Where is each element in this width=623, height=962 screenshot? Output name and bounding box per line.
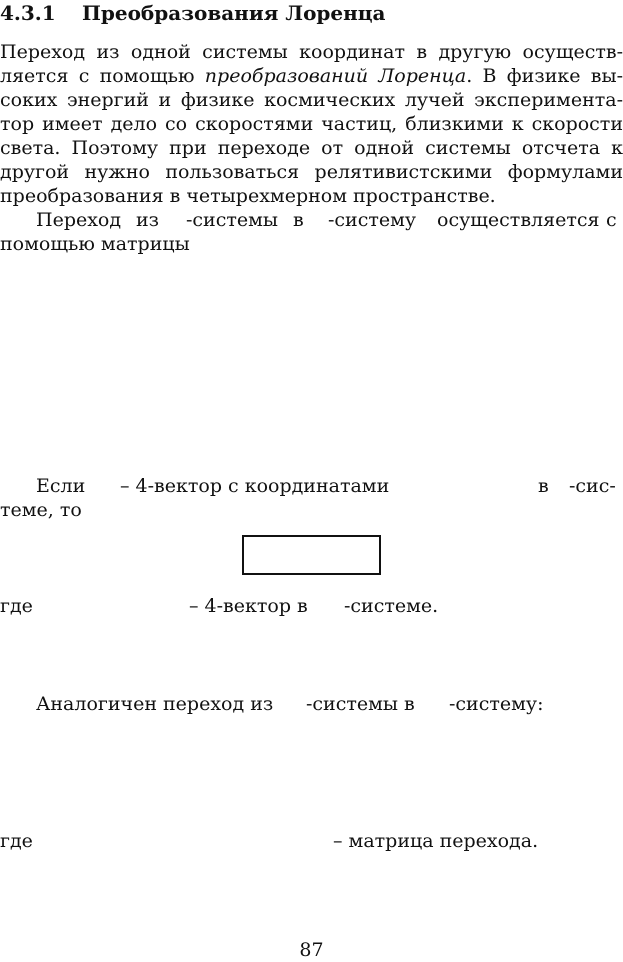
paragraph2-w1: Переход	[36, 209, 122, 231]
paragraph3-w3: в	[538, 475, 549, 497]
paragraph2-w6: осуществляется	[437, 209, 600, 231]
paragraph2-w2: из	[136, 209, 160, 231]
paragraph1-line2	[0, 64, 623, 88]
paragraph2-w5: -систему	[328, 209, 417, 231]
paragraph1-line4: тор имеет дело со скоростями частиц, близкими к скорости	[0, 113, 623, 135]
paragraph4-w3: -системе.	[344, 595, 439, 617]
boxed-formula-frame	[242, 535, 381, 575]
paragraph2-w4: в	[293, 209, 304, 231]
paragraph5-w3: -систему:	[449, 693, 544, 715]
paragraph4-w2: – 4-вектор в	[189, 595, 308, 617]
section-heading	[0, 0, 386, 26]
paragraph3-line2: теме, то	[0, 499, 82, 521]
paragraph2-w3: -системы	[186, 209, 279, 231]
paragraph1-line3: соких энергий и физике космических лучей эксперимента-	[0, 89, 623, 111]
paragraph3-w1: Если	[36, 475, 86, 497]
paragraph3-w2: – 4-вектор с координатами	[120, 475, 390, 497]
lorentz-transform-term: преобразований Лоренца	[204, 65, 467, 87]
paragraph4-w1: где	[0, 595, 33, 617]
paragraph1-line1: Переход из одной системы координат в другую осуществ-	[0, 41, 623, 63]
paragraph3-w4: -сис-	[569, 475, 616, 497]
paragraph2-w7: с	[606, 209, 617, 231]
paragraph2-line2: помощью матрицы	[0, 233, 190, 255]
paragraph5-w2: -системы в	[306, 693, 415, 715]
section-number: 4.3.1	[0, 1, 56, 25]
paragraph1-line2-start: ляется с помощью	[0, 65, 195, 87]
paragraph1-line6: другой нужно пользоваться релятивистскими формулами	[0, 161, 623, 183]
paragraph6-w1: где	[0, 830, 33, 852]
section-title: Преобразования Лоренца	[82, 1, 386, 25]
paragraph1-line7: преобразования в четырехмерном пространстве.	[0, 185, 496, 207]
paragraph1-line5: света. Поэтому при переходе от одной системы отсчета к	[0, 137, 623, 159]
paragraph5-w1: Аналогичен переход из	[36, 693, 274, 715]
page-number: 87	[299, 939, 324, 961]
paragraph6-w2: – матрица перехода.	[333, 830, 539, 852]
paragraph1-line2-end: . В физике вы-	[466, 65, 623, 87]
